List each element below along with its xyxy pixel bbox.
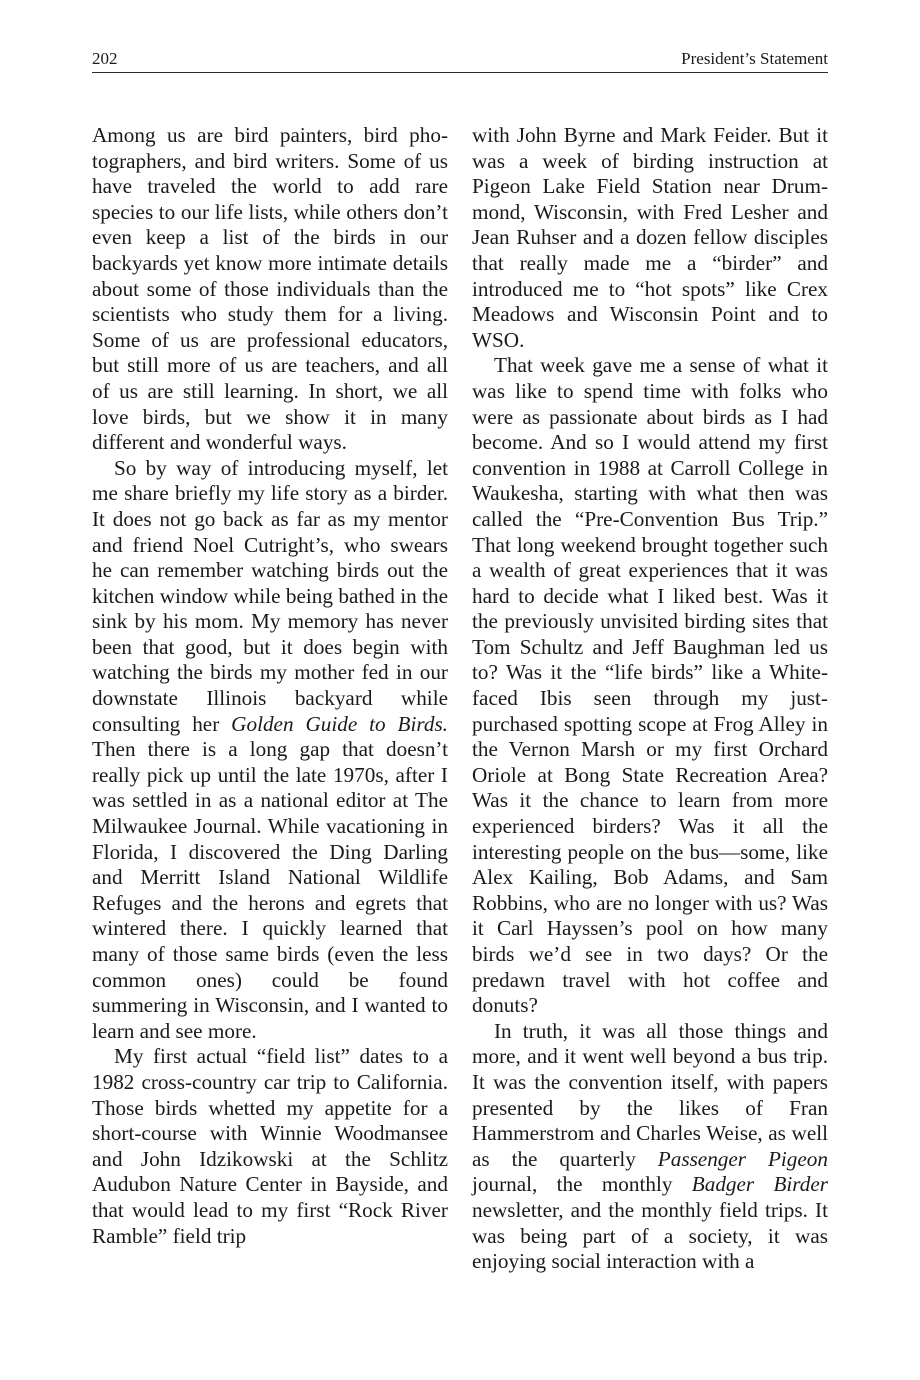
paragraph: [92, 456, 448, 1045]
right-column: [472, 123, 828, 1275]
paragraph: Among us are bird painters, bird photographers, and bird writers. Some of us have traveled the world to add rare species to our life lists, while others don’t even keep a list of the birds in our backyards yet know more intimate details about some of those individuals than the scientists who study them for a living. Some of us are professional educators, but still more of us are teachers, and all of us are still learning. In short, we all love birds, but we show it in many different and wonderful ways.: [92, 123, 448, 455]
section-title: President’s Statement: [681, 49, 828, 68]
newsletter-title: Badger Birder: [691, 1172, 829, 1197]
page-number: 202: [92, 49, 118, 68]
paragraph: My first actual “field list” dates to a 1982 cross-country car trip to California. Those birds whetted my appetite for a short-course with Winnie Woodmansee and John Idzikowski at the Schlitz Audubon Nature Center in Bayside, and that would lead to my first “Rock River Ramble” field trip: [92, 1044, 448, 1248]
book-title: Golden Guide to Birds.: [231, 711, 448, 736]
paragraph: with John Byrne and Mark Feider. But it was a week of birding instruction at Pigeon Lake Field Station near Drummond, Wisconsin, with Fred Lesher and Jean Ruhser and a dozen fellow disciples that really made me a “birder” and introduced me to “hot spots” like Crex Meadows and Wisconsin Point and to WSO.: [472, 123, 828, 352]
text-run: So by way of introducing myself, let me share briefly my life story as a birder. It does not go back as far as my mentor and friend Noel Cutright’s, who swears he can remember watching birds out the kitchen window while being bathed in the sink by his mom. My memory has never been that good, but it does begin with watching the birds my mother fed in our downstate Illinois backyard while consulting her: [92, 455, 448, 736]
text-run: Then there is a long gap that doesn’t really pick up until the late 1970s, after I was settled in as a national editor at The Milwaukee Journal. While vacationing in Florida, I discovered the Ding Darling and Merritt Island National Wildlife Refuges and the herons and egrets that wintered there. I quickly learned that many of those same birds (even the less common ones) could be found summering in Wisconsin, and I wanted to learn and see more.: [92, 737, 448, 1043]
text-run: In truth, it was all those things and more, and it went well beyond a bus trip. It was the convention itself, with papers presented by the likes of Fran Hammerstrom and Charles Weise, as well as the quarterly: [472, 1018, 828, 1171]
paragraph: That week gave me a sense of what it was like to spend time with folks who were as passionate about birds as I had become. And so I would attend my first convention in 1988 at Carroll College in Waukesha, starting with what then was called the “Pre-Convention Bus Trip.” That long weekend brought together such a wealth of great experiences that it was hard to decide what I liked best. Was it the previously unvisited birding sites that Tom Schultz and Jeff Baughman led us to? Was it the “life birds” like a White-faced Ibis seen through my just-purchased spotting scope at Frog Alley in the Vernon Marsh or my first Orchard Oriole at Bong State Recreation Area? Was it the chance to learn from more experienced birders? Was it all the interesting people on the bus—some, like Alex Kailing, Bob Adams, and Sam Robbins, who are no longer with us? Was it Carl Hayssen’s pool on how many birds we’d see in two days? Or the predawn travel with hot coffee and donuts?: [472, 353, 828, 1018]
text-run: newsletter, and the monthly field trips. It was being part of a society, it was enjoying social interaction with a: [472, 1197, 828, 1274]
text-run: journal, the monthly: [472, 1172, 692, 1197]
left-column: [92, 123, 448, 1249]
journal-title: Passenger Pigeon: [657, 1146, 828, 1171]
running-head: [92, 48, 828, 73]
paragraph: [472, 1019, 828, 1275]
